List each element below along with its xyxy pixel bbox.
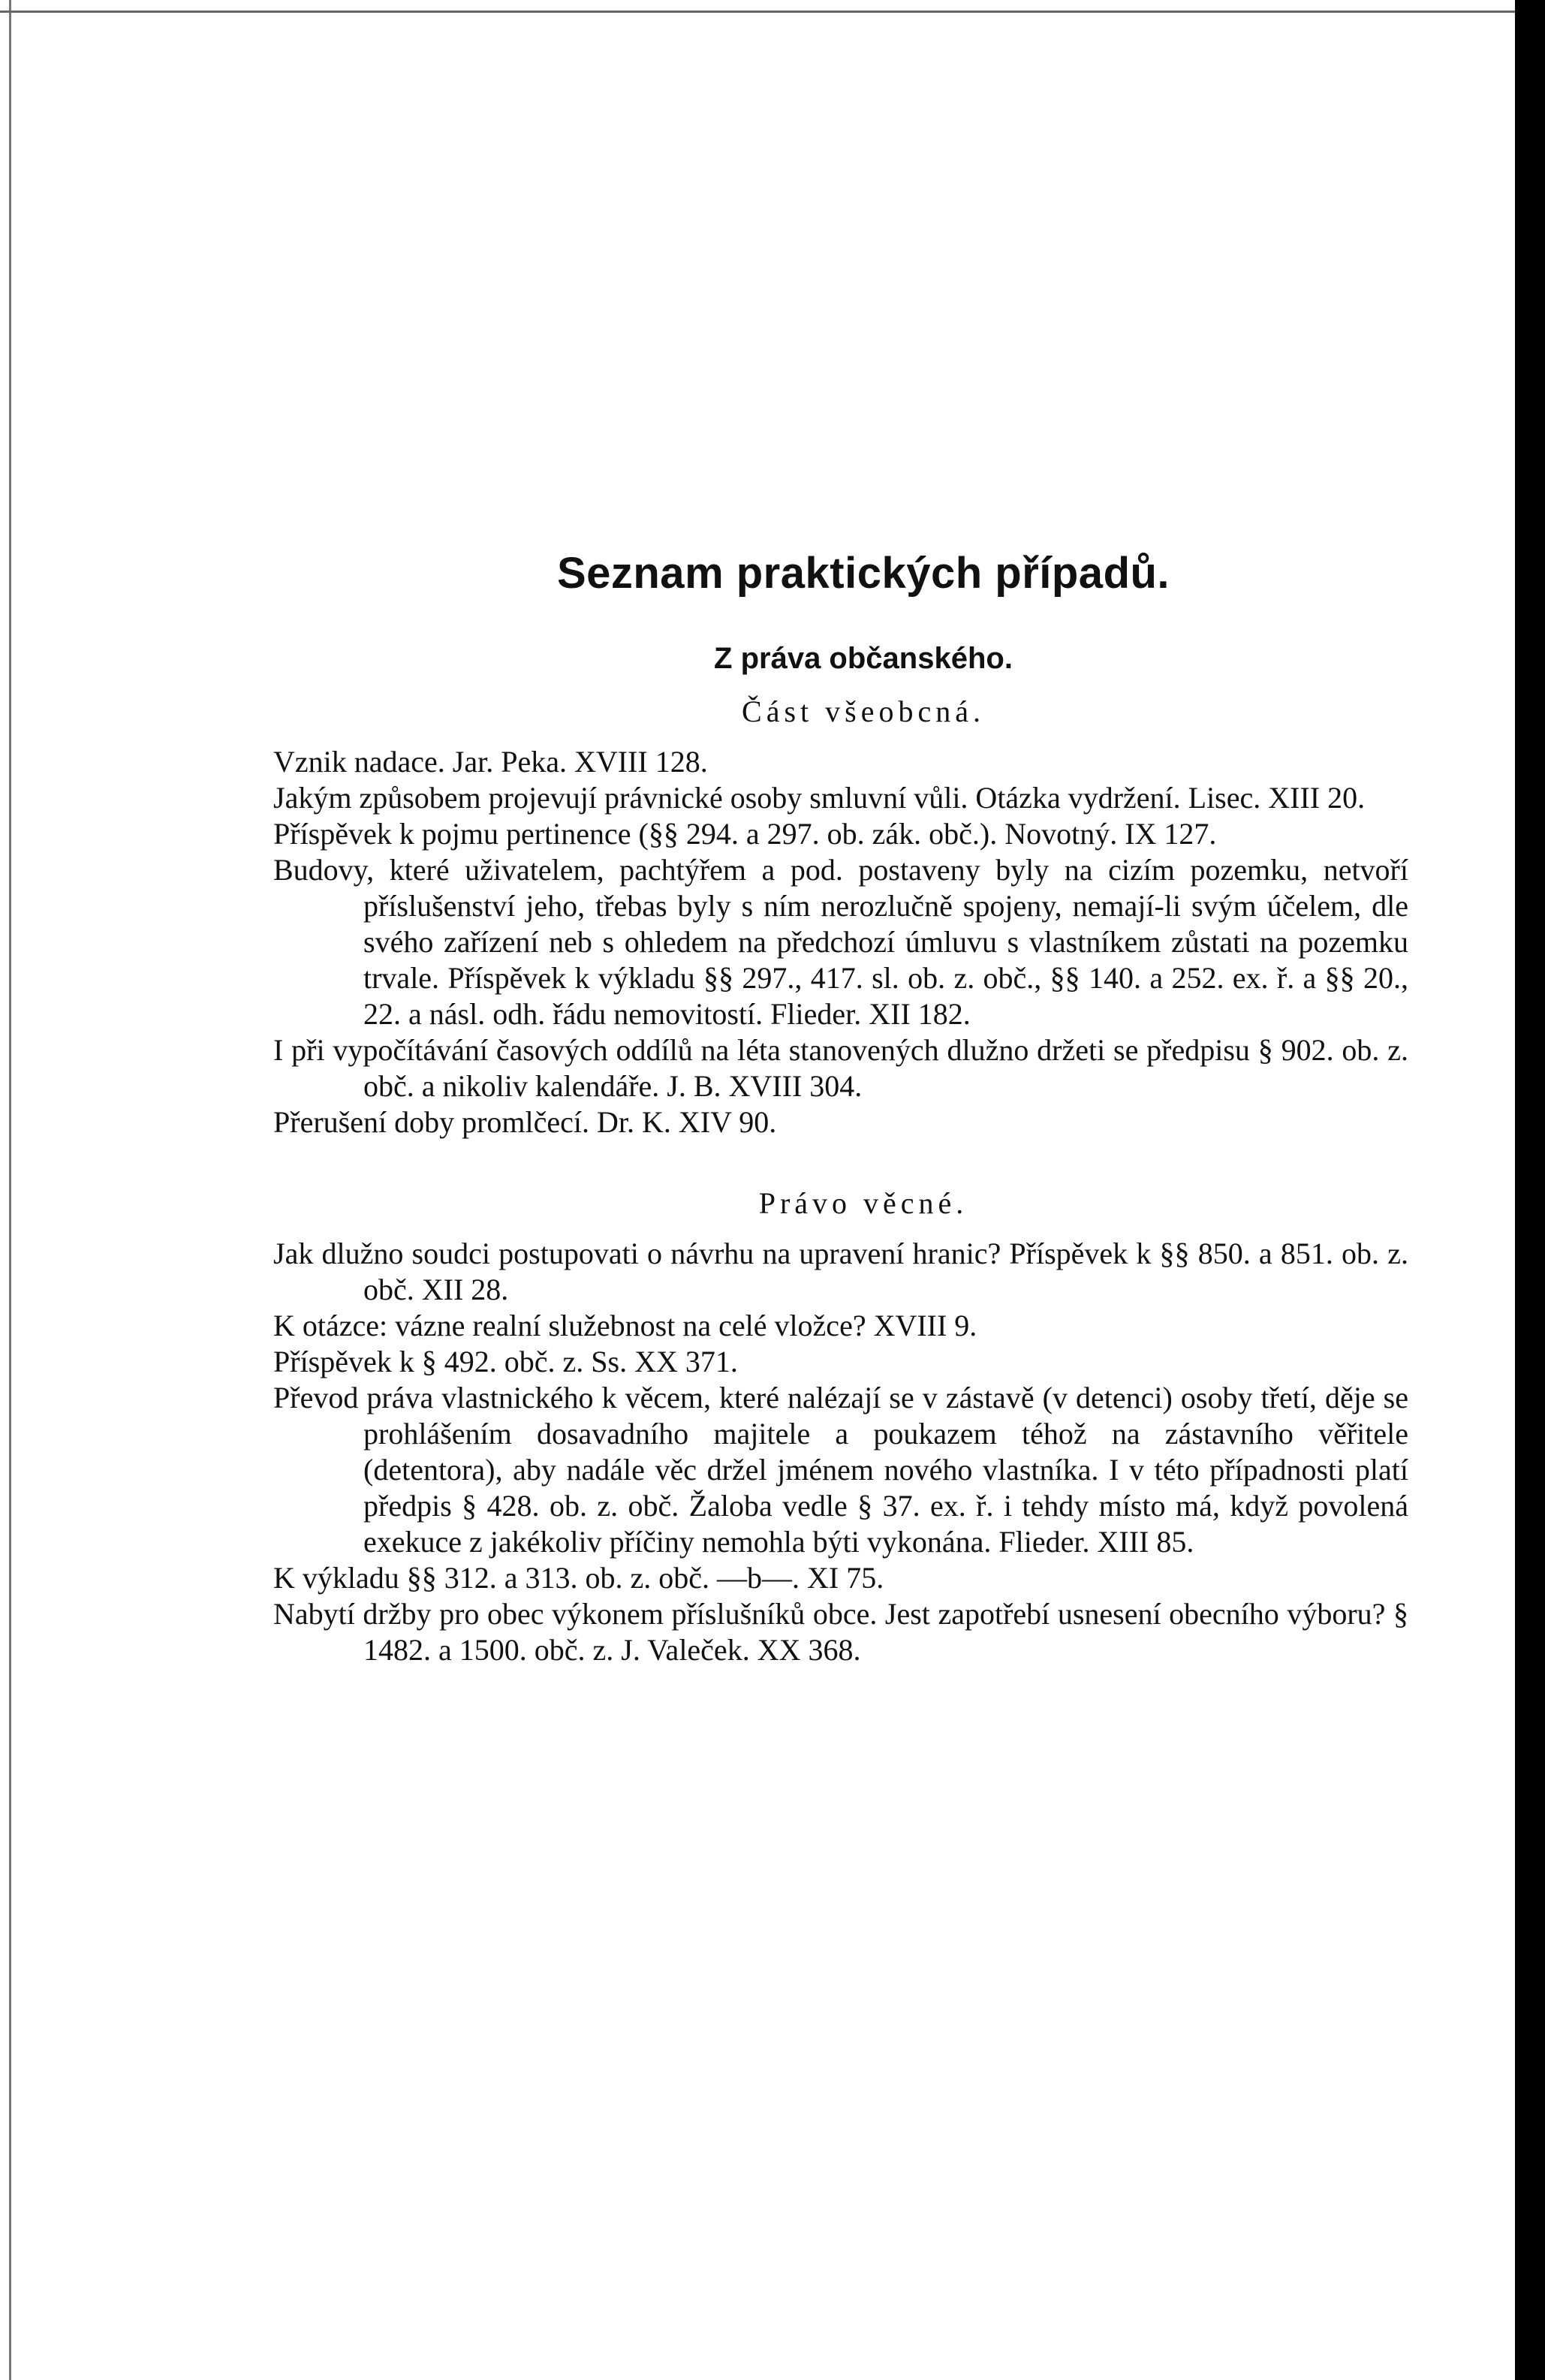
list-item: Převod práva vlastnického k věcem, které nalézají se v zástavě (v detenci) osoby třetí, děje se prohlášením dosavadního majitele a poukazem téhož na zástavního věřitele (detentora), aby nadále věc držel jménem nového vlastníka. I v této případnosti platí předpis § 428. ob. z. obč. Žaloba vedle § 37. ex. ř. i tehdy místo má, když povolená exekuce z jakékoliv příčiny nemohla býti vykonána. Flieder. XIII 85.: [273, 1381, 1408, 1559]
list-item: Příspěvek k § 492. obč. z. Ss. XX 371.: [273, 1345, 738, 1378]
list-item: K výkladu §§ 312. a 313. ob. z. obč. —b—. XI 75.: [273, 1561, 884, 1595]
page-subtitle: Z práva občanského.: [714, 642, 1013, 675]
list-item: Přerušení doby promlčecí. Dr. K. XIV 90.: [273, 1105, 777, 1139]
page-title: Seznam praktických případů.: [556, 549, 1170, 598]
section-heading-general: Část všeobcná.: [742, 694, 985, 728]
list-item: Jakým způsobem projevují právnické osoby smluvní vůli. Otázka vydržení. Lisec. XIII 20.: [273, 781, 1366, 815]
list-item: I při vypočítávání časových oddílů na léta stanovených dlužno držeti se předpisu § 902. ob. z. obč. a nikoliv kalendáře. J. B. XVIII 304.: [273, 1033, 1408, 1103]
section-heading-property: Právo věcné.: [758, 1186, 968, 1220]
list-item: K otázce: vázne realní služebnost na celé vložce? XVIII 9.: [273, 1309, 977, 1342]
scan-border-left: [9, 0, 11, 2380]
list-item: Vznik nadace. Jar. Peka. XVIII 128.: [273, 745, 708, 779]
list-item: Nabytí držby pro obec výkonem příslušníků obce. Jest zapotřebí usnesení obecního výboru? § 1482. a 1500. obč. z. J. Valeček. XX 368.: [273, 1597, 1408, 1667]
list-item: Příspěvek k pojmu pertinence (§§ 294. a 297. ob. zák. obč.). Novotný. IX 127.: [273, 817, 1217, 851]
list-item: Jak dlužno soudci postupovati o návrhu na upravení hranic? Příspěvek k §§ 850. a 851. ob. z. obč. XII 28.: [273, 1237, 1408, 1306]
text-column: [273, 548, 1408, 1668]
scan-border-top: [0, 11, 1515, 13]
list-item: Budovy, které uživatelem, pachtýřem a pod. postaveny byly na cizím pozemku, netvoří příslušenství jeho, třebas byly s ním nerozlučně spojeny, nemají-li svým účelem, dle svého zařízení neb s ohledem na předchozí úmluvu s vlastníkem zůstati na pozemku trvale. Příspěvek k výkladu §§ 297., 417. sl. ob. z. obč., §§ 140. a 252. ex. ř. a §§ 20., 22. a násl. odh. řádu nemovitostí. Flieder. XII 182.: [273, 853, 1408, 1031]
